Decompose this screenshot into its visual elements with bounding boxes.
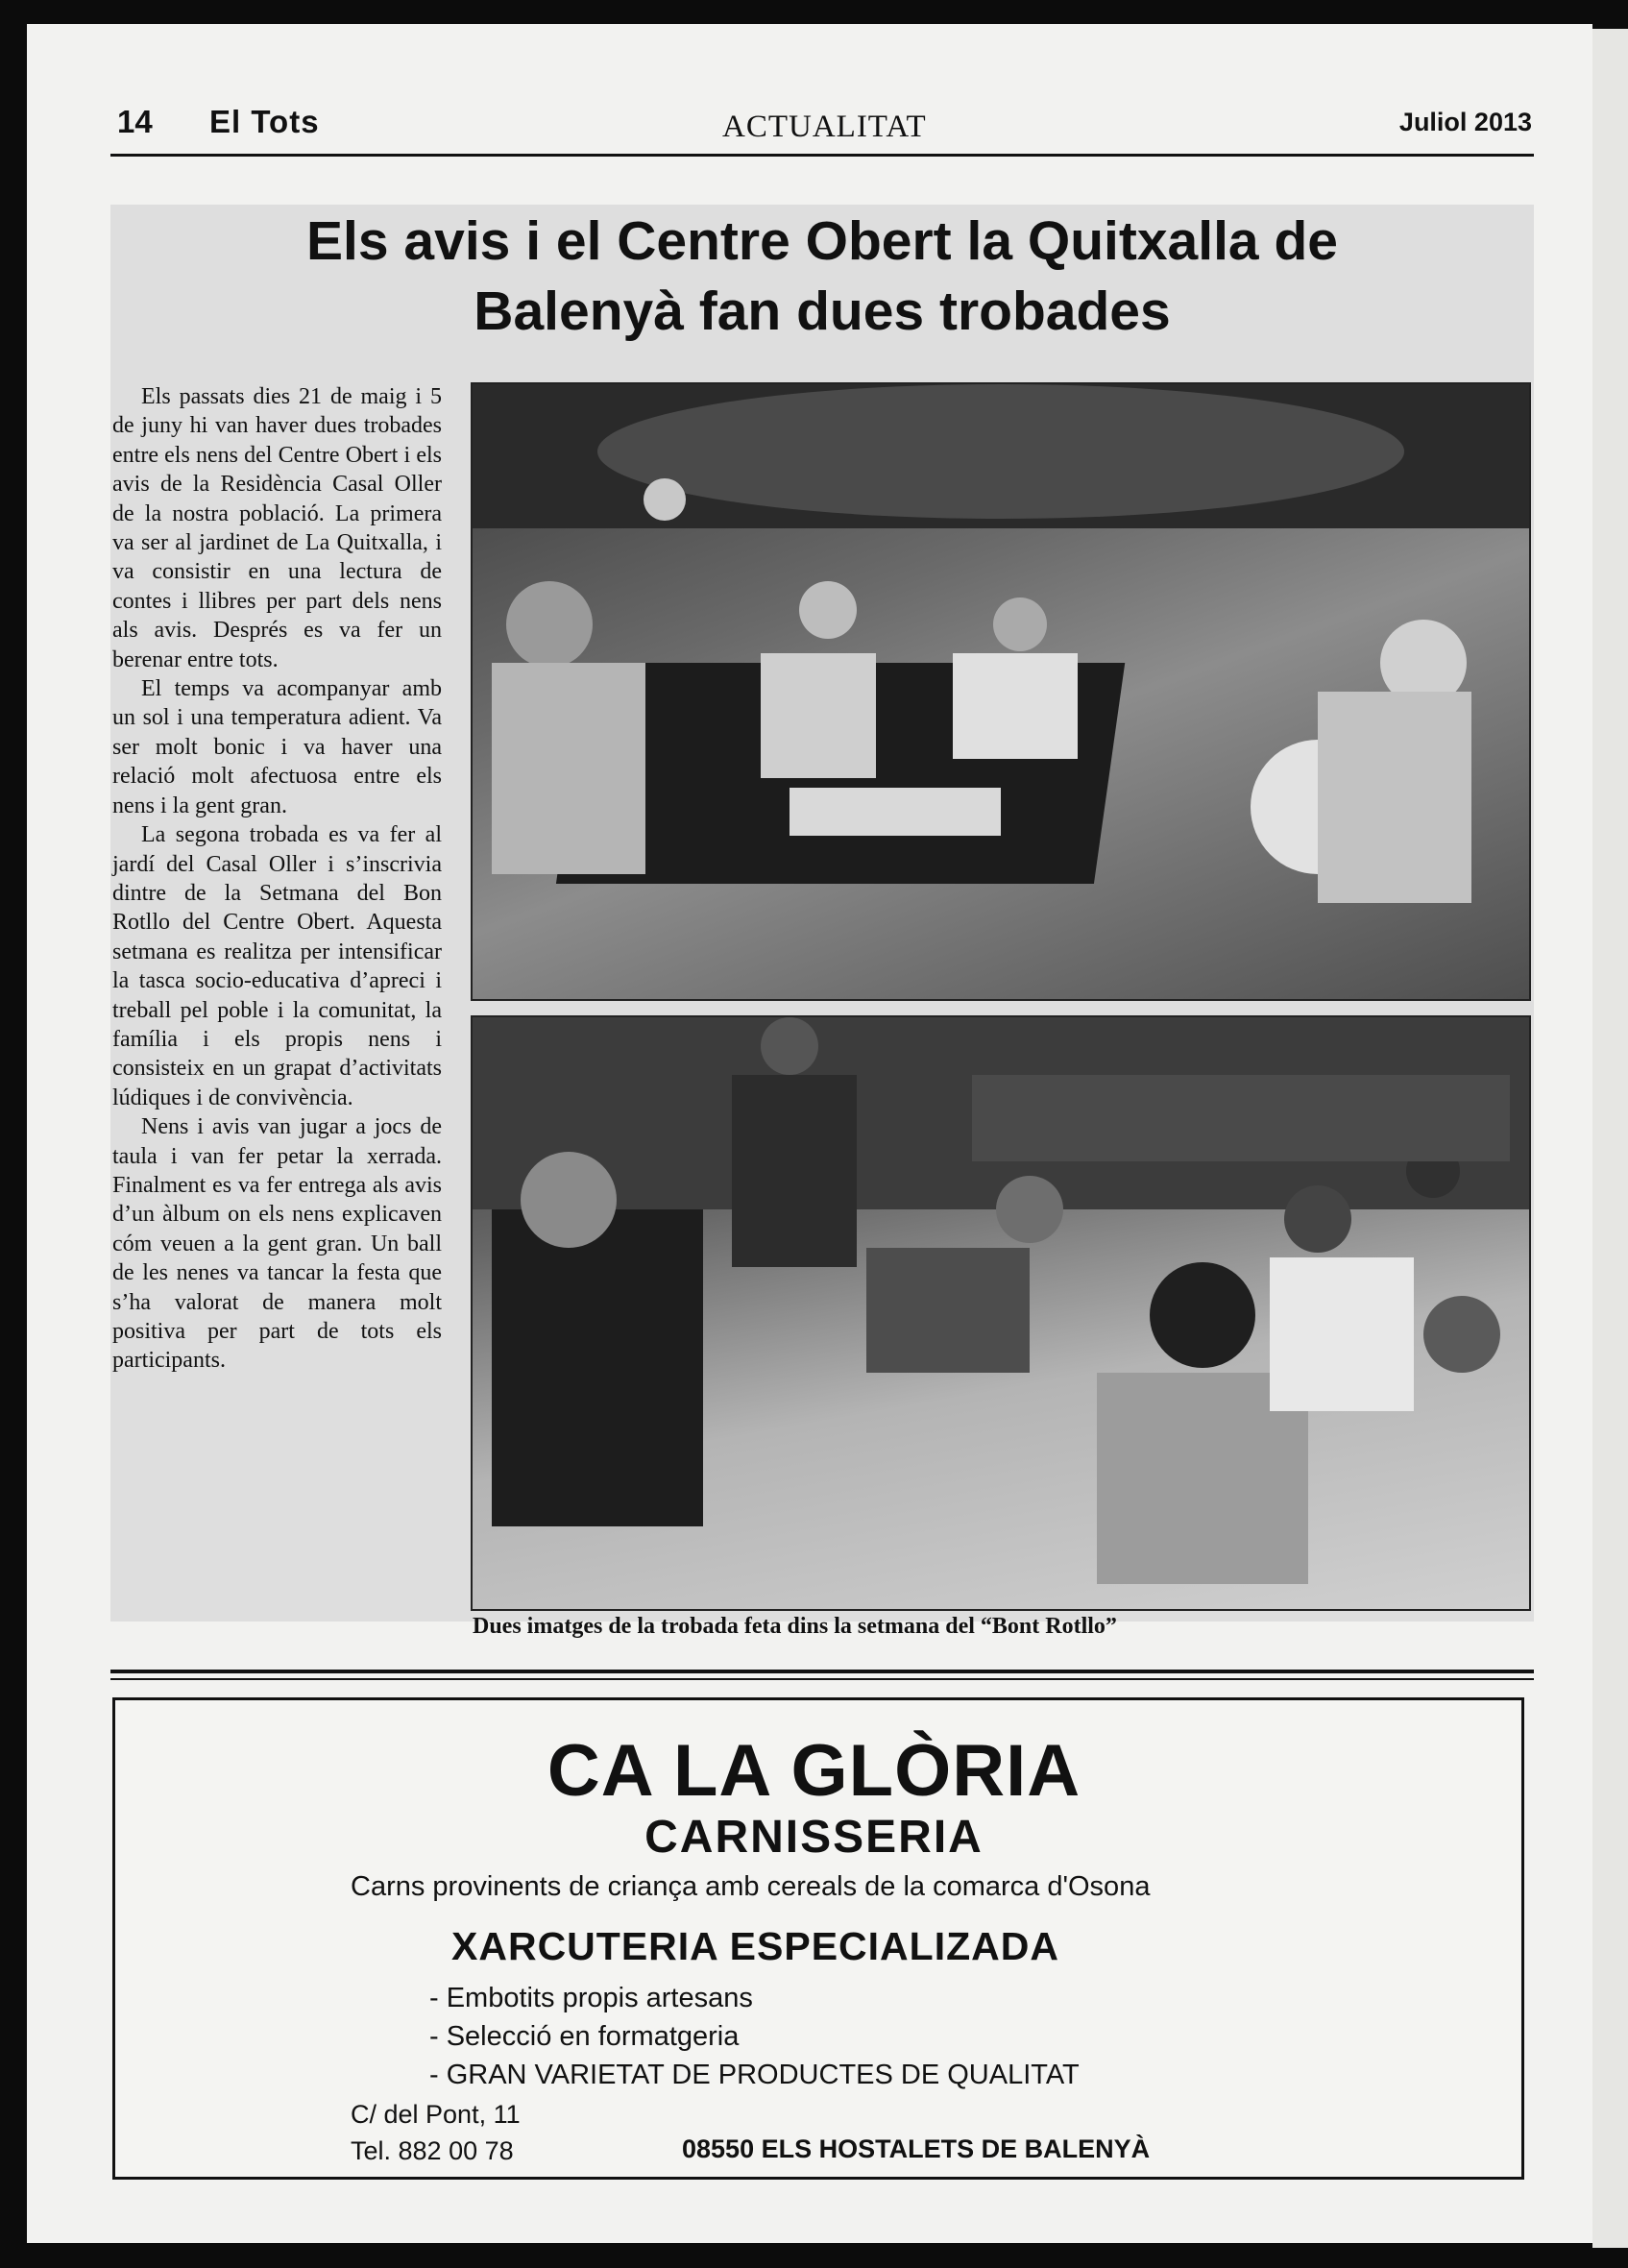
headline-line-2: Balenyà fan dues trobades	[474, 280, 1171, 342]
facing-page-edge	[1592, 29, 1628, 2248]
page-number: 14	[117, 104, 153, 139]
section-divider-thick	[110, 1670, 1534, 1673]
advert-town: 08550 ELS HOSTALETS DE BALENYÀ	[682, 2134, 1151, 2163]
advert-subtitle: CARNISSERIA	[644, 1812, 984, 1863]
article-body	[112, 382, 442, 1376]
article-headline	[110, 207, 1534, 347]
article-paragraph: El temps va acompanyar amb un sol i una temperatura adient. Va ser molt bonic i va haver una relació molt afectuosa entre els nens i la gent gran.	[112, 676, 442, 818]
advert-product-item: - Selecció en formatgeria	[429, 2021, 740, 2052]
advert-specialty: XARCUTERIA ESPECIALIZADA	[451, 1924, 1059, 1968]
advert-business-name: CA LA GLÒRIA	[547, 1730, 1081, 1812]
photo-children-seated-around-man	[471, 1015, 1531, 1611]
article-paragraph: La segona trobada es va fer al jardí del Casal Oller i s’inscrivia dintre de la Setmana del Bon Rotllo del Centre Obert. Aquesta setmana es realitza per intensificar la tasca socio-educativa d’apreci i treball pel poble i la comunitat, la família i els propis nens i consisteix en un grapat d’activitats lúdiques i de convivència.	[112, 822, 442, 1110]
headline-line-1: Els avis i el Centre Obert la Quitxalla de	[306, 210, 1338, 272]
photo-1-image	[473, 384, 1529, 999]
photo-2-image	[473, 1017, 1529, 1609]
header-rule	[110, 154, 1534, 157]
article-paragraph: Els passats dies 21 de maig i 5 de juny hi van haver dues trobades entre els nens del Centre Obert i els avis de la Residència Casal Oller de la nostra població. La primera va ser al jardinet de La Quitxalla, i va consistir en una lectura de contes i llibres per part dels nens als avis. Després es va fer un berenar entre tots.	[112, 384, 442, 672]
section-title: ACTUALITAT	[722, 110, 927, 144]
publication-name: El Tots	[209, 104, 320, 139]
issue-date: Juliol 2013	[1398, 108, 1532, 136]
advert-product-item: - GRAN VARIETAT DE PRODUCTES DE QUALITAT	[429, 2060, 1080, 2090]
advert-description: Carns provinents de criança amb cereals de la comarca d'Osona	[351, 1871, 1151, 1902]
advert-product-list	[429, 1979, 1080, 2094]
advert-phone: Tel. 882 00 78	[351, 2136, 514, 2165]
advert-address: C/ del Pont, 11	[351, 2100, 521, 2129]
photo-caption: Dues imatges de la trobada feta dins la setmana del “Bont Rotllo”	[473, 1614, 1117, 1639]
photo-elderly-and-children-at-table	[471, 382, 1531, 1001]
section-divider-thin	[110, 1678, 1534, 1680]
advert-product-item: - Embotits propis artesans	[429, 1983, 753, 2013]
article-paragraph: Nens i avis van jugar a jocs de taula i van fer petar la xerrada. Finalment es va fer entrega als avis d’un àlbum on els nens explicaven cóm veuen a la gent gran. Un ball de les nenes va tancar la festa que s’ha valorat de manera molt positiva per part de tots els participants.	[112, 1114, 442, 1374]
advert-contact	[351, 2096, 521, 2169]
